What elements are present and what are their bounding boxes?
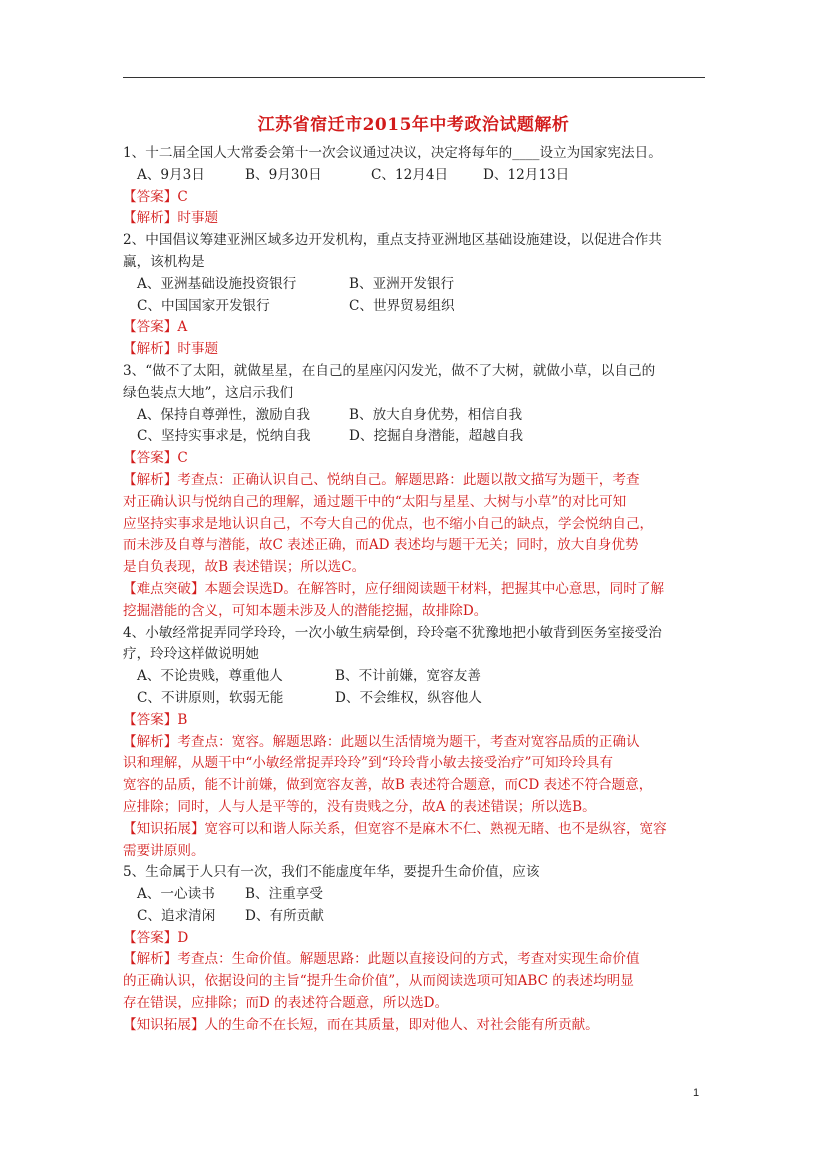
question-4-extension-line: 需要讲原则。 <box>123 842 205 859</box>
question-5-analysis-line: 【解析】考查点：生命价值。解题思路：此题以直接设问的方式，考查对实现生命价值 <box>123 951 640 968</box>
question-2-options-row-2 <box>123 296 708 318</box>
question-5-stem: 5、生命属于人只有一次，我们不能虚度年华，要提升生命价值，应该 <box>123 864 540 881</box>
option-c: C、12月4日 <box>371 166 449 183</box>
question-3-options-row-2 <box>123 426 708 448</box>
question-5-answer: 【答案】D <box>123 929 189 946</box>
question-1-answer: 【答案】C <box>123 188 188 205</box>
question-4-options-row-2 <box>123 688 708 710</box>
option-d: D、12月13日 <box>483 166 570 183</box>
question-4-stem-line-1: 4、小敏经常捉弄同学玲玲，一次小敏生病晕倒，玲玲毫不犹豫地把小敏背到医务室接受治 <box>123 624 662 641</box>
question-2-options-row-1 <box>123 274 708 296</box>
option-c: C、不讲原则，软弱无能 <box>137 689 284 706</box>
question-4-analysis-line: 【解析】考查点：宽容。解题思路：此题以生活情境为题干，考查对宽容品质的正确认 <box>123 733 640 750</box>
question-3-answer: 【答案】C <box>123 450 188 467</box>
option-b: B、不计前嫌，宽容友善 <box>335 668 481 685</box>
question-4-analysis-line: 应排除；同时，人与人是平等的，没有贵贱之分，故A 的表述错误；所以选B。 <box>123 798 596 815</box>
question-3-difficulty-line: 挖掘潜能的含义，可知本题未涉及人的潜能挖掘，故排除D。 <box>123 602 488 619</box>
header-rule <box>123 77 705 78</box>
option-b: B、亚洲开发银行 <box>349 275 455 292</box>
question-3-stem-line-1: 3、“做不了太阳，就做星星，在自己的星座闪闪发光，做不了大树，就做小草，以自己的 <box>123 362 656 379</box>
question-2-analysis: 【解析】时事题 <box>123 341 219 358</box>
question-5-extension: 【知识拓展】人的生命不在长短，而在其质量，即对他人、对社会能有所贡献。 <box>123 1016 599 1033</box>
question-5-options-row-2 <box>123 906 708 928</box>
document-body <box>123 143 708 1037</box>
option-c: C、中国国家开发银行 <box>137 297 270 314</box>
option-a: A、亚洲基础设施投资银行 <box>137 275 297 292</box>
option-a: A、保持自尊弹性，激励自我 <box>137 406 310 423</box>
page-number: 1 <box>693 1087 700 1099</box>
document-title: 江苏省宿迁市2015年中考政治试题解析 <box>257 115 570 135</box>
question-4-answer: 【答案】B <box>123 711 188 728</box>
question-3-analysis-line: 对正确认识与悦纳自己的理解，通过题干中的“太阳与星星、大树与小草”的对比可知 <box>123 493 627 510</box>
question-3-analysis-line: 是自负表现，故B 表述错误；所以选C。 <box>123 559 366 576</box>
option-d: C、世界贸易组织 <box>349 297 455 314</box>
option-b: B、放大自身优势，相信自我 <box>349 406 523 423</box>
option-d: D、挖掘自身潜能，超越自我 <box>349 428 524 445</box>
option-d: D、有所贡献 <box>245 907 324 924</box>
question-4-extension-line: 【知识拓展】宽容可以和谐人际关系，但宽容不是麻木不仁、熟视无睹、也不是纵容，宽容 <box>123 820 667 837</box>
question-5-analysis-line: 的正确认识，依据设问的主旨“提升生命价值”，从而阅读选项可知ABC 的表述均明显 <box>123 973 634 990</box>
question-3-difficulty-line: 【难点突破】本题会误选D。在解答时，应仔细阅读题干材料，把握其中心意思，同时了解 <box>123 580 665 597</box>
question-5-analysis-line: 存在错误，应排除；而D 的表述符合题意，所以选D。 <box>123 995 449 1012</box>
question-4-analysis-line: 识和理解，从题干中“小敏经常捉弄玲玲”到“玲玲背小敏去接受治疗”可知玲玲具有 <box>123 755 613 772</box>
question-2-stem-line-2: 赢，该机构是 <box>123 253 205 270</box>
option-c: C、坚持实事求是，悦纳自我 <box>137 428 311 445</box>
option-d: D、不会维权，纵容他人 <box>335 689 482 706</box>
question-3-stem-line-2: 绿色装点大地”，这启示我们 <box>123 384 294 401</box>
option-b: B、注重享受 <box>245 886 323 903</box>
question-4-stem-line-2: 疗，玲玲这样做说明她 <box>123 646 259 663</box>
option-a: A、一心读书 <box>137 886 215 903</box>
option-a: A、不论贵贱，尊重他人 <box>137 668 283 685</box>
question-3-analysis-line: 应坚持实事求是地认识自己，不夸大自己的优点，也不缩小自己的缺点，学会悦纳自己， <box>123 515 654 532</box>
option-b: B、9月30日 <box>245 166 322 183</box>
question-2-stem-line-1: 2、中国倡议筹建亚洲区域多边开发机构，重点支持亚洲地区基础设施建设，以促进合作共 <box>123 232 662 249</box>
question-5-options-row-1 <box>123 884 708 906</box>
question-1-options <box>123 165 708 187</box>
question-2-answer: 【答案】A <box>123 319 188 336</box>
question-1-analysis: 【解析】时事题 <box>123 210 219 227</box>
option-c: C、追求清闲 <box>137 907 216 924</box>
question-3-options-row-1 <box>123 405 708 427</box>
question-4-analysis-line: 宽容的品质，能不计前嫌，做到宽容友善，故B 表述符合题意，而CD 表述不符合题意， <box>123 777 653 794</box>
option-a: A、9月3日 <box>137 166 205 183</box>
question-3-analysis-line: 而未涉及自尊与潜能，故C 表述正确，而AD 表述均与题干无关；同时，放大自身优势 <box>123 537 639 554</box>
question-1-stem: 1、十二届全国人大常委会第十一次会议通过决议，决定将每年的____设立为国家宪法日。 <box>123 145 662 161</box>
question-3-analysis-line: 【解析】考查点：正确认识自己、悦纳自己。解题思路：此题以散文描写为题干，考查 <box>123 471 640 488</box>
question-4-options-row-1 <box>123 666 708 688</box>
